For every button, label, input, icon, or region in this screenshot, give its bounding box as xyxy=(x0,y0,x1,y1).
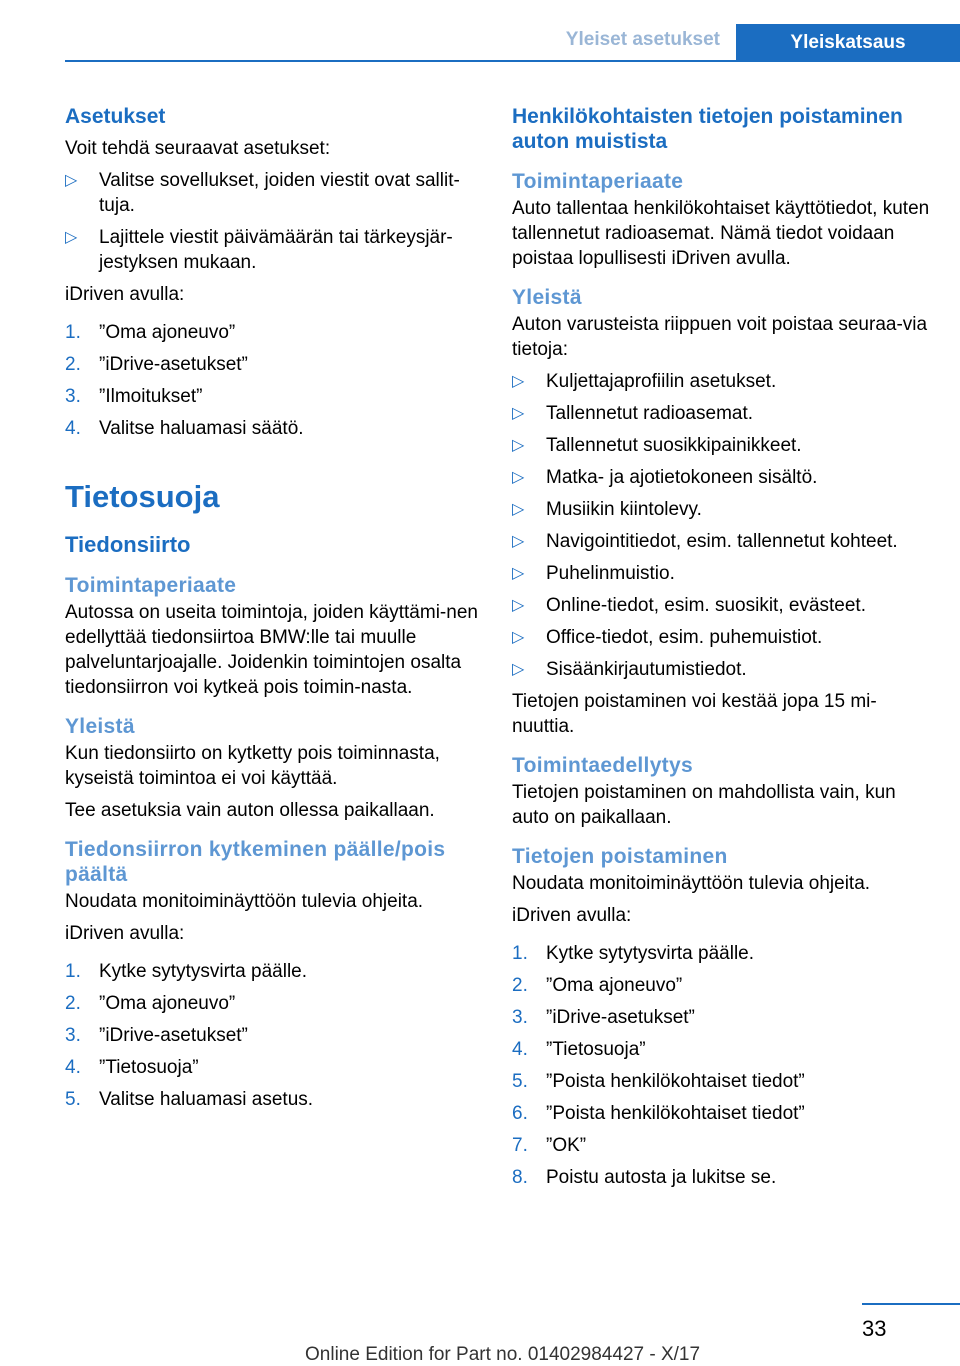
triangle-bullet-icon: ▷ xyxy=(512,501,525,518)
list-item: ▷ Kuljettajaprofiilin asetukset. xyxy=(512,371,777,392)
yleista-text-2: Tee asetuksia vain auton ollessa paikallaan. xyxy=(65,800,435,821)
triangle-bullet-icon: ▷ xyxy=(65,229,78,246)
toimintaedellytys-text: Tietojen poistaminen on mahdollista vain, kun auto on paikallaan. xyxy=(512,782,896,828)
list-item: 1. Kytke sytytysvirta päälle. xyxy=(65,961,308,982)
asetukset-heading: Asetukset xyxy=(65,105,166,128)
triangle-bullet-icon: ▷ xyxy=(512,565,525,582)
poistaminen-text: Noudata monitoiminäyttöön tulevia ohjeita. xyxy=(512,873,871,894)
toimintaperiaate-heading: Toimintaperiaate xyxy=(65,574,237,597)
triangle-bullet-icon: ▷ xyxy=(512,373,525,390)
tietosuoja-title: Tietosuoja xyxy=(65,479,220,514)
yleista-text: Kun tiedonsiirto on kytketty pois toiminnasta, kyseistä toimintoa ei voi käyttää. xyxy=(65,743,440,789)
list-item: ▷ Tallennetut radioasemat. xyxy=(512,403,754,424)
settings-steps xyxy=(65,320,483,441)
poistaminen-title: Henkilökohtaisten tietojen poistaminen auton muistista xyxy=(512,105,903,153)
section-tab: Yleiskatsaus xyxy=(736,24,960,62)
list-item: 8. Poistu autosta ja lukitse se. xyxy=(512,1167,777,1188)
yleista-heading: Yleistä xyxy=(65,715,135,738)
left-column xyxy=(65,100,483,1112)
asetukset-intro: Voit tehdä seuraavat asetukset: xyxy=(65,138,331,159)
triangle-bullet-icon: ▷ xyxy=(512,629,525,646)
idrive-label: iDriven avulla: xyxy=(65,284,185,305)
list-item: ▷ Navigointitiedot, esim. tallennetut kohteet. xyxy=(512,531,898,552)
list-item: 1. ”Oma ajoneuvo” xyxy=(65,322,236,343)
list-item: 2. ”iDrive-asetukset” xyxy=(65,354,248,375)
triangle-bullet-icon: ▷ xyxy=(512,405,525,422)
triangle-bullet-icon: ▷ xyxy=(512,533,525,550)
idrive-label: iDriven avulla: xyxy=(65,923,185,944)
list-item: 5. Valitse haluamasi asetus. xyxy=(65,1089,314,1110)
toimintaperiaate-text: Autossa on useita toimintoja, joiden käyttämi-nen edellyttää tiedonsiirtoa BMW:lle tai muulle palveluntarjoajalle. Joidenkin toimintojen osalta tiedonsiirron voi kytkeä pois toimin-nasta. xyxy=(65,602,478,698)
list-item: 3. ”Ilmoitukset” xyxy=(65,386,203,407)
toimintaperiaate-heading: Toimintaperiaate xyxy=(512,170,684,193)
tietojen-poistaminen-heading: Tietojen poistaminen xyxy=(512,845,728,868)
list-item: ▷ Tallennetut suosikkipainikkeet. xyxy=(512,435,802,456)
page-header xyxy=(65,24,960,62)
footer-rule xyxy=(862,1303,960,1305)
kytkeminen-heading: Tiedonsiirron kytkeminen päälle/pois päältä xyxy=(65,838,446,886)
triangle-bullet-icon: ▷ xyxy=(65,172,78,189)
list-item: ▷ Matka- ja ajotietokoneen sisältö. xyxy=(512,467,818,488)
list-item: ▷ Puhelinmuistio. xyxy=(512,563,675,584)
list-item: ▷ Online-tiedot, esim. suosikit, evästeet. xyxy=(512,595,866,616)
list-item: ▷ Lajittele viestit päivämäärän tai tärkeysjär-jestyksen mukaan. xyxy=(65,227,453,273)
idrive-label: iDriven avulla: xyxy=(512,905,632,926)
toimintaedellytys-heading: Toimintaedellytys xyxy=(512,754,693,777)
list-item: 5. ”Poista henkilökohtaiset tiedot” xyxy=(512,1071,805,1092)
list-item: 3. ”iDrive-asetukset” xyxy=(512,1007,695,1028)
duration-text: Tietojen poistaminen voi kestää jopa 15 mi-nuuttia. xyxy=(512,691,877,737)
list-item: 4. ”Tietosuoja” xyxy=(512,1039,646,1060)
list-item: 7. ”OK” xyxy=(512,1135,587,1156)
yleista-text: Auton varusteista riippuen voit poistaa seuraa-via tietoja: xyxy=(512,314,928,360)
list-item: 2. ”Oma ajoneuvo” xyxy=(65,993,236,1014)
list-item: 1. Kytke sytytysvirta päälle. xyxy=(512,943,755,964)
data-bullet-list xyxy=(512,369,930,682)
edition-footer: Online Edition for Part no. 01402984427 - X/17 xyxy=(305,1344,701,1365)
list-item: ▷ Musiikin kiintolevy. xyxy=(512,499,702,520)
right-column xyxy=(512,100,930,1190)
list-item: 3. ”iDrive-asetukset” xyxy=(65,1025,248,1046)
asetukset-bullet-list xyxy=(65,168,483,275)
triangle-bullet-icon: ▷ xyxy=(512,437,525,454)
poistaminen-steps xyxy=(512,941,930,1190)
tiedonsiirto-heading: Tiedonsiirto xyxy=(65,532,191,557)
triangle-bullet-icon: ▷ xyxy=(512,661,525,678)
list-item: 4. Valitse haluamasi säätö. xyxy=(65,418,304,439)
list-item: ▷ Office-tiedot, esim. puhemuistiot. xyxy=(512,627,823,648)
list-item: 2. ”Oma ajoneuvo” xyxy=(512,975,683,996)
triangle-bullet-icon: ▷ xyxy=(512,597,525,614)
list-item: ▷ Valitse sovellukset, joiden viestit ovat sallit-tuja. xyxy=(65,170,460,216)
toimintaperiaate-text: Auto tallentaa henkilökohtaiset käyttötiedot, kuten tallennetut radioasemat. Nämä tiedot voidaan poistaa lopullisesti iDriven avulla. xyxy=(512,198,930,269)
header-rule xyxy=(65,60,960,62)
page-number: 33 xyxy=(862,1316,887,1341)
triangle-bullet-icon: ▷ xyxy=(512,469,525,486)
list-item: ▷ Sisäänkirjautumistiedot. xyxy=(512,659,747,680)
list-item: 6. ”Poista henkilökohtaiset tiedot” xyxy=(512,1103,805,1124)
tiedonsiirto-steps xyxy=(65,959,483,1112)
yleista-heading: Yleistä xyxy=(512,286,582,309)
list-item: 4. ”Tietosuoja” xyxy=(65,1057,199,1078)
breadcrumb: Yleiset asetukset xyxy=(565,29,720,50)
kytkeminen-text: Noudata monitoiminäyttöön tulevia ohjeita. xyxy=(65,891,424,912)
